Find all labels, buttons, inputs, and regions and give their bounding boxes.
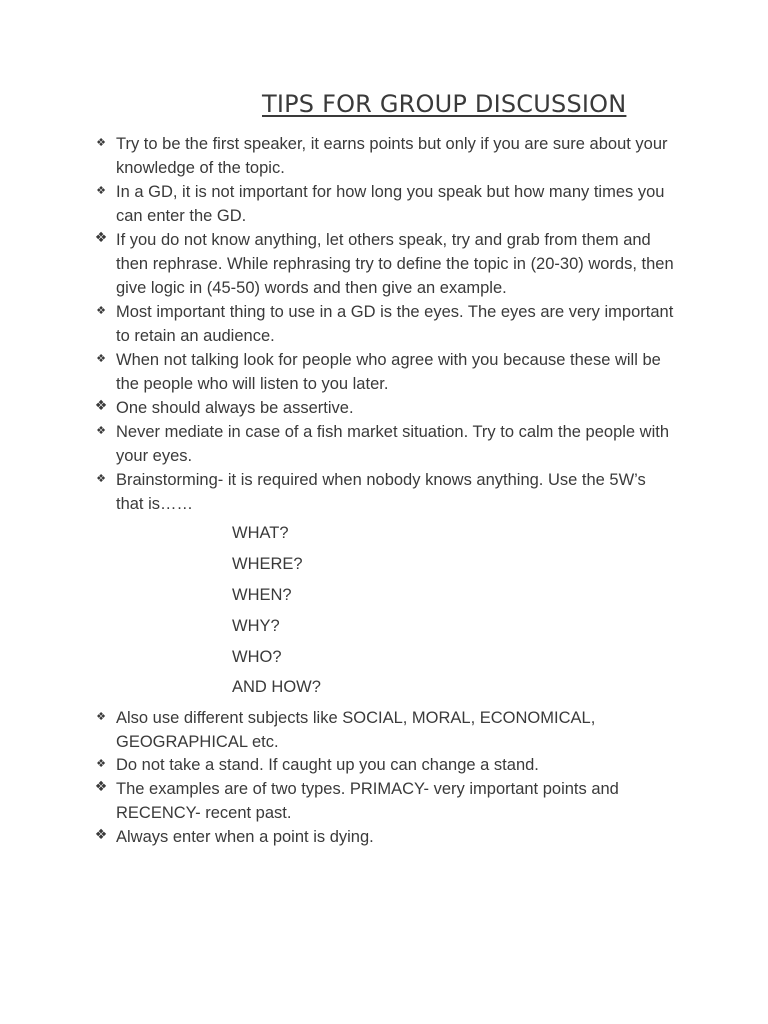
document-title: TIPS FOR GROUP DISCUSSION: [262, 90, 627, 118]
tip-text: Brainstorming- it is required when nobody knows anything. Use the 5W’s that is……: [116, 471, 646, 513]
tip-text: Do not take a stand. If caught up you can change a stand.: [116, 756, 539, 774]
five-ws-item: WHEN?: [232, 586, 292, 604]
five-ws-item: WHAT?: [232, 524, 289, 542]
tip-text: If you do not know anything, let others speak, try and grab from them and then rephrase. While rephrasing try to define the topic in (20-30) words, then give logic in (45-50) words and then give an example.: [116, 231, 674, 297]
diamond-bullet-icon: ❖: [96, 352, 106, 365]
diamond-bullet-icon: ❖: [94, 827, 108, 843]
five-ws-item: WHERE?: [232, 555, 303, 573]
tip-text: In a GD, it is not important for how long you speak but how many times you can enter the GD.: [116, 183, 665, 225]
tip-text: Try to be the first speaker, it earns points but only if you are sure about your knowledge of the topic.: [116, 135, 668, 177]
tip-text: When not talking look for people who agree with you because these will be the people who will listen to you later.: [116, 351, 661, 393]
diamond-bullet-icon: ❖: [96, 710, 106, 723]
five-ws-item: AND HOW?: [232, 678, 321, 696]
diamond-bullet-icon: ❖: [96, 424, 106, 437]
five-ws-item: WHY?: [232, 617, 280, 635]
tip-text: Most important thing to use in a GD is the eyes. The eyes are very important to retain an audience.: [116, 303, 674, 345]
diamond-bullet-icon: ❖: [96, 757, 106, 770]
tip-text: Never mediate in case of a fish market situation. Try to calm the people with your eyes.: [116, 423, 670, 465]
diamond-bullet-icon: ❖: [96, 304, 106, 317]
diamond-bullet-icon: ❖: [94, 230, 108, 246]
tip-text: Always enter when a point is dying.: [116, 828, 374, 846]
tip-text: The examples are of two types. PRIMACY- very important points and RECENCY- recent past.: [116, 780, 619, 822]
diamond-bullet-icon: ❖: [94, 398, 108, 414]
five-ws-item: WHO?: [232, 648, 282, 666]
tip-text: One should always be assertive.: [116, 399, 354, 417]
diamond-bullet-icon: ❖: [96, 472, 106, 485]
diamond-bullet-icon: ❖: [96, 184, 106, 197]
diamond-bullet-icon: ❖: [96, 136, 106, 149]
tip-text: Also use different subjects like SOCIAL, MORAL, ECONOMICAL, GEOGRAPHICAL etc.: [116, 709, 596, 751]
diamond-bullet-icon: ❖: [94, 779, 108, 795]
